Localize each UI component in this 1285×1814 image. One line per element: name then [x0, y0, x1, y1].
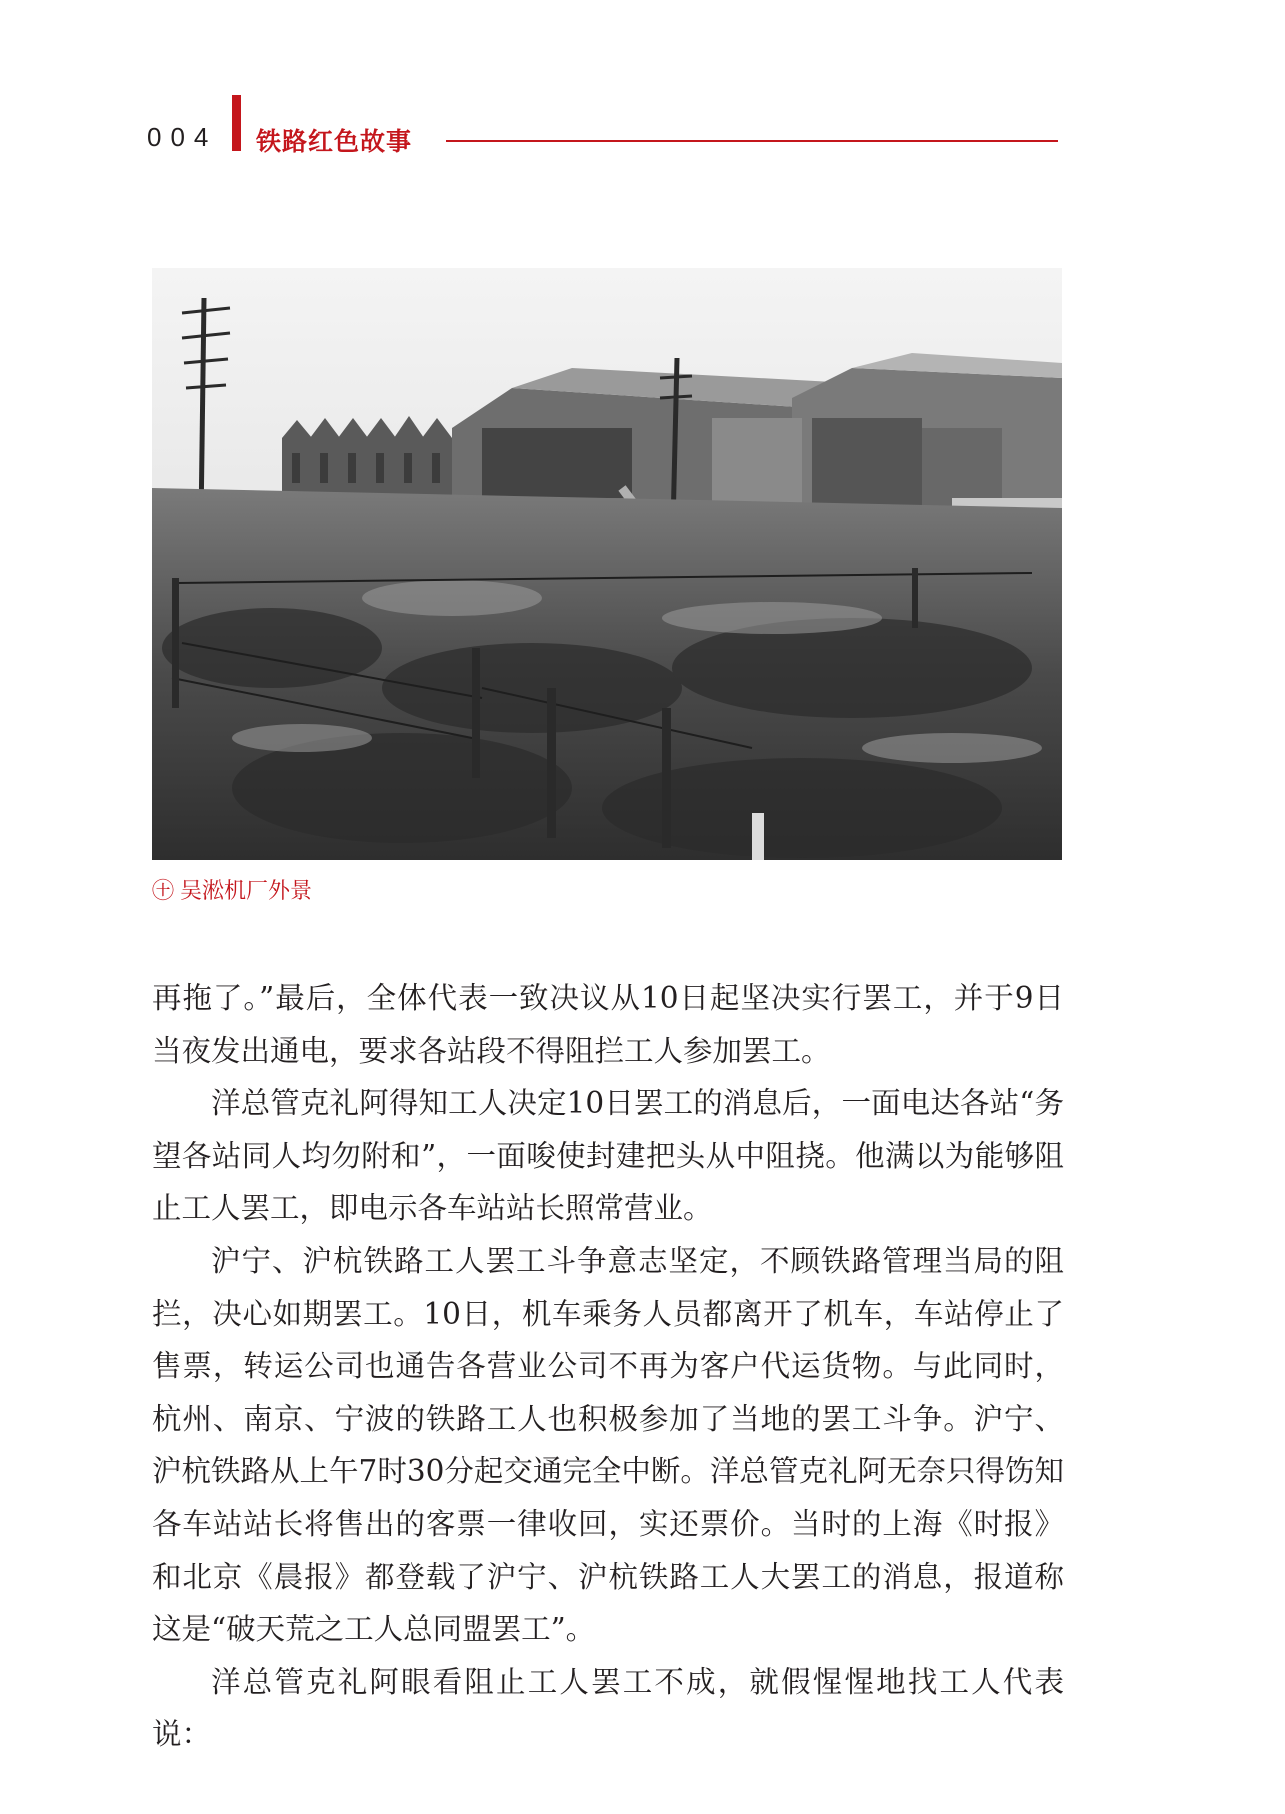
factory-exterior-photo	[152, 268, 1062, 860]
page-header	[0, 0, 1285, 160]
paragraph: 洋总管克礼阿得知工人决定10日罢工的消息后，一面电达各站“务望各站同人均勿附和”，一面唆使封建把头从中阻挠。他满以为能够阻止工人罢工，即电示各车站站长照常营业。	[152, 1086, 1064, 1226]
paragraph: 洋总管克礼阿眼看阻止工人罢工不成，就假惺惺地找工人代表说：	[152, 1664, 1064, 1752]
page-number: 004	[147, 122, 218, 152]
paragraph: 沪宁、沪杭铁路工人罢工斗争意志坚定，不顾铁路管理当局的阻拦，决心如期罢工。10日，机车乘务人员都离开了机车，车站停止了售票，转运公司也通告各营业公司不再为客户代运货物。与此同时，杭州、南京、宁波的铁路工人也积极参加了当地的罢工斗争。沪宁、沪杭铁路从上午7时30分起交通完全中断。洋总管克礼阿无奈只得饬知各车站站长将售出的客票一律收回，实还票价。当时的上海《时报》和北京《晨报》都登载了沪宁、沪杭铁路工人大罢工的消息，报道称这是“破天荒之工人总同盟罢工”。	[152, 1243, 1064, 1647]
header-rule	[446, 140, 1058, 142]
header-accent-bar	[232, 95, 241, 151]
caption-text: 吴淞机厂外景	[180, 879, 313, 904]
figure-caption	[152, 874, 312, 905]
body-text	[152, 972, 1064, 1761]
series-title: 铁路红色故事	[256, 127, 413, 156]
paragraph: 再拖了。”最后，全体代表一致决议从10日起坚决实行罢工，并于9日当夜发出通电，要求各站段不得阻拦工人参加罢工。	[152, 981, 1064, 1068]
caption-marker-icon: ㊉	[152, 879, 175, 904]
